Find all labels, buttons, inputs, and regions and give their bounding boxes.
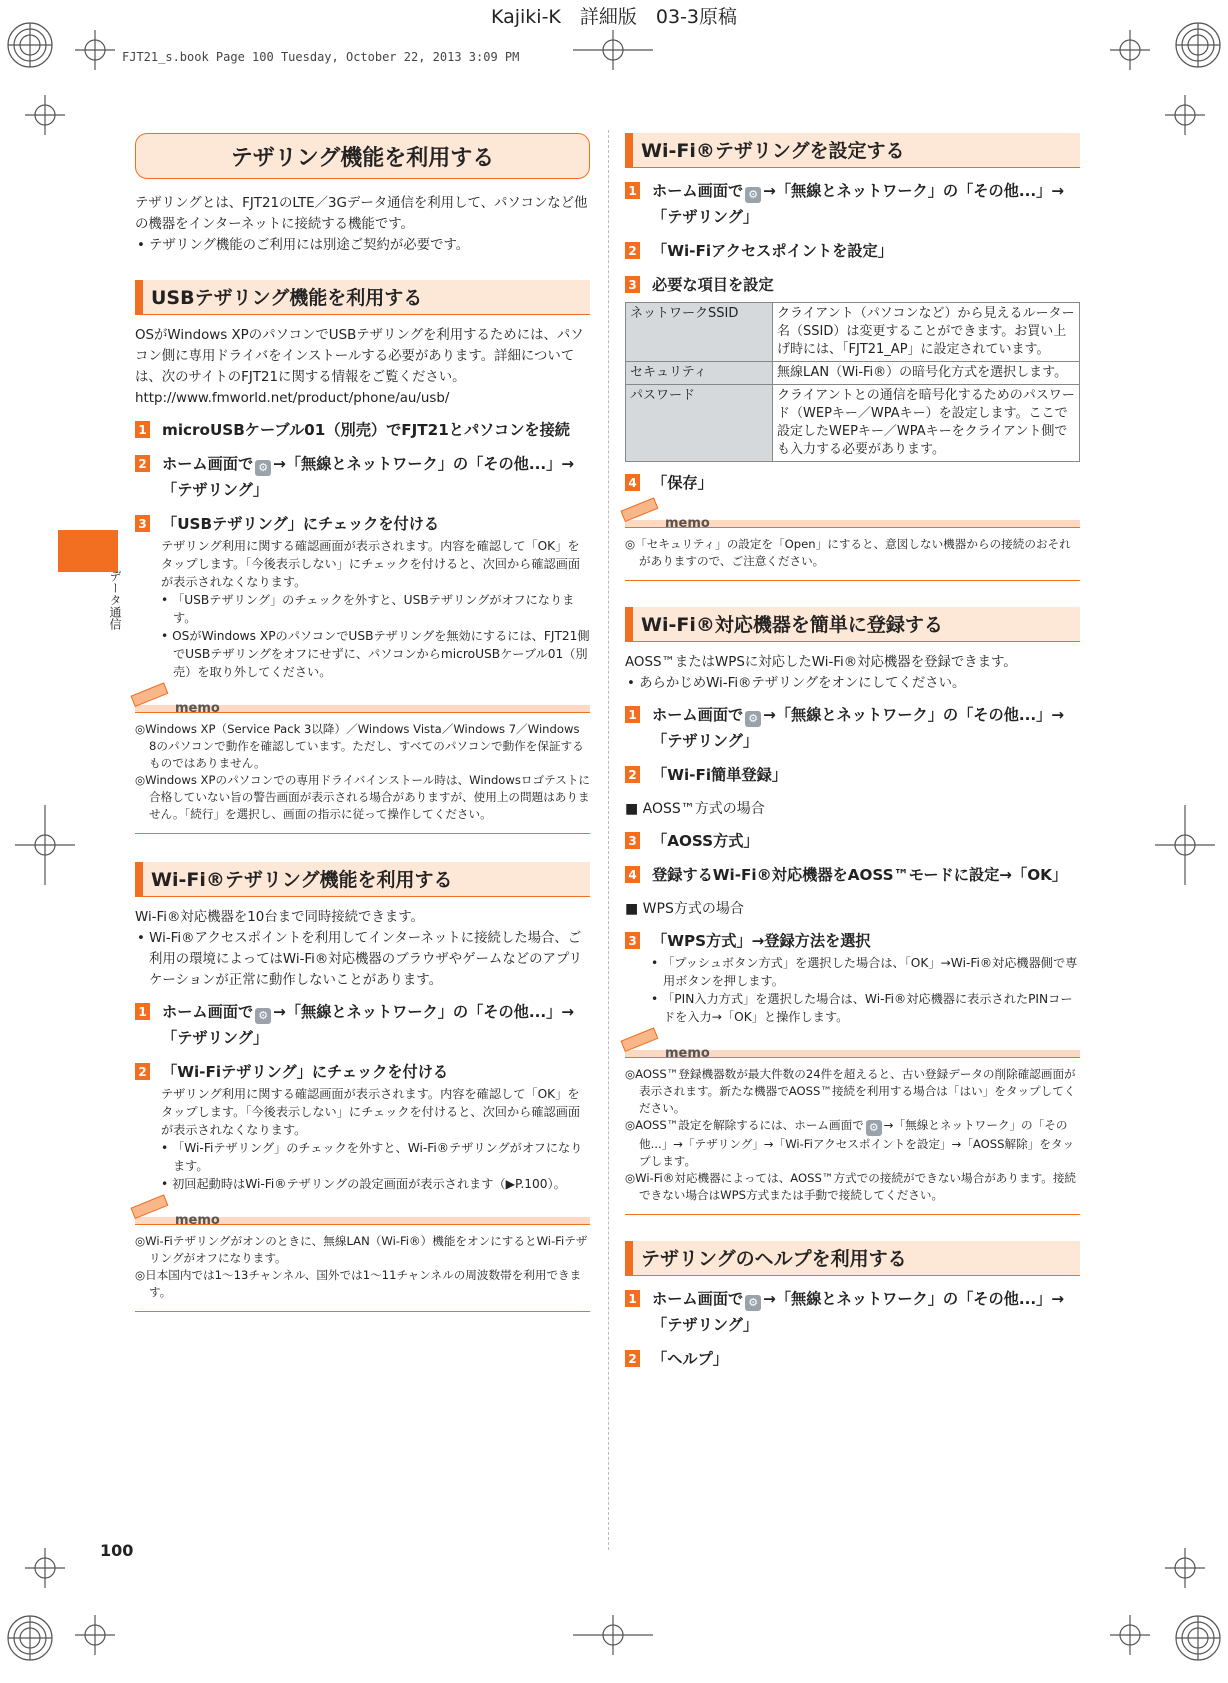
usb-step-3-desc: テザリング利用に関する確認画面が表示されます。内容を確認して「OK」をタップします。「今後表示しない」にチェックを付けると、次回から確認画面が表示されなくなります。: [161, 539, 581, 589]
usb-url[interactable]: http://www.fmworld.net/product/phone/au/usb/: [135, 391, 450, 406]
step-number: 1: [625, 1290, 640, 1307]
table-row: [626, 362, 1080, 385]
usb-step-3-bullet: • 「USBテザリング」のチェックを外すと、USBテザリングがオフになります。: [161, 593, 575, 625]
register-memo: [625, 1064, 1080, 1215]
memo-item: ◎Wi-Fiテザリングがオンのときに、無線LAN（Wi-Fi®）機能をオンにするとWi-Fiテザリングがオフになります。: [135, 1234, 588, 1265]
right-column: [625, 133, 1080, 1372]
memo-item: ◎「セキュリティ」の設定を「Open」にすると、意図しない機器からの接続のおそれがありますので、ご注意ください。: [625, 537, 1071, 568]
help-step-2: [625, 1346, 1080, 1372]
memo-item: ◎日本国内では1～13チャンネル、国外では1～11チャンネルの周波数帯を利用できます。: [135, 1268, 582, 1299]
book-line: FJT21_s.book Page 100 Tuesday, October 22, 2013 3:09 PM: [122, 50, 520, 64]
memo-header: memo: [625, 1040, 1080, 1064]
setup-step-3: [625, 272, 1080, 298]
wifi-step-2-desc: テザリング利用に関する確認画面が表示されます。内容を確認して「OK」をタップします。「今後表示しない」にチェックを付けると、次回から確認画面が表示されなくなります。: [161, 1087, 581, 1137]
aoss-step-3: [625, 828, 1080, 854]
usb-desc: OSがWindows XPのパソコンでUSBテザリングを利用するためには、パソコン側に専用ドライバをインストールする必要があります。詳細については、次のサイトのFJT21に関する情報をご覧ください。: [135, 328, 584, 385]
side-tab-label: データ通信: [108, 570, 122, 630]
step-number: 2: [625, 766, 640, 783]
step-text: 「Wi-Fi簡単登録」: [652, 766, 787, 784]
setup-step-2: [625, 238, 1080, 264]
setup-memo: [625, 534, 1080, 581]
step-text-cont: →「無線とネットワーク」の「その他...」→「テザリング」: [162, 455, 575, 499]
wifi-step-1: [135, 999, 590, 1051]
step-text: 「Wi-Fiテザリング」にチェックを付ける: [162, 1063, 449, 1081]
step-number: 4: [625, 866, 640, 883]
settings-table: [625, 302, 1080, 462]
step-number: 4: [625, 474, 640, 491]
step-text: ホーム画面で: [162, 455, 254, 473]
step-text-cont: →「無線とネットワーク」の「その他...」→「テザリング」: [652, 182, 1065, 226]
step-text: 「WPS方式」→登録方法を選択: [652, 932, 871, 950]
register-step-1: [625, 702, 1080, 754]
pencil-icon: [131, 682, 169, 707]
page-title: テザリング機能を利用する: [135, 133, 590, 179]
memo-header: memo: [135, 695, 590, 719]
step-number: 3: [135, 515, 150, 532]
table-value: 無線LAN（Wi-Fi®）の暗号化方式を選択します。: [773, 362, 1080, 385]
step-number: 2: [135, 455, 150, 472]
help-step-1: [625, 1286, 1080, 1338]
memo-header: memo: [135, 1207, 590, 1231]
step-text-cont: →「無線とネットワーク」の「その他...」→「テザリング」: [652, 706, 1065, 750]
table-key: セキュリティ: [626, 362, 773, 385]
help-heading: テザリングのヘルプを利用する: [625, 1241, 1080, 1276]
step-number: 2: [135, 1063, 150, 1080]
print-header: Kajiki-K 詳細版 03-3原稿: [490, 6, 738, 28]
usb-step-2: [135, 451, 590, 503]
memo-item: ◎Wi-Fi®対応機器によっては、AOSS™方式での接続ができない場合があります。接続できない場合はWPS方式または手動で接続してください。: [625, 1171, 1077, 1202]
step-number: 3: [625, 276, 640, 293]
wifi-memo: [135, 1231, 590, 1312]
table-key: パスワード: [626, 385, 773, 462]
aoss-subheading: ■ AOSS™方式の場合: [625, 801, 765, 817]
wifi-bullet: • Wi-Fi®アクセスポイントを利用してインターネットに接続した場合、ご利用の環境によってはWi-Fi®対応機器のブラウザやゲームなどのアプリケーションが正常に動作しないことがあります。: [137, 931, 583, 988]
wps-subheading: ■ WPS方式の場合: [625, 901, 744, 917]
step-number: 2: [625, 1350, 640, 1367]
step-text-cont: →「無線とネットワーク」の「その他...」→「テザリング」: [652, 1290, 1065, 1334]
wifi-step-2: [135, 1059, 590, 1085]
gear-icon: ⚙: [745, 711, 761, 727]
wifi-desc: Wi-Fi®対応機器を10台まで同時接続できます。: [135, 910, 424, 925]
memo-item: ◎Windows XP（Service Pack 3以降）／Windows Vista／Windows 7／Windows 8のパソコンで動作を確認しています。ただし、すべてのパソコンで動作を保証するものではありません。: [135, 722, 584, 770]
step-text: 「AOSS方式」: [652, 832, 759, 850]
intro-bullet: • テザリング機能のご利用には別途ご契約が必要です。: [137, 238, 470, 253]
step-text: ホーム画面で: [162, 1003, 254, 1021]
step-text-cont: →「無線とネットワーク」の「その他...」→「テザリング」: [162, 1003, 575, 1047]
gear-icon: ⚙: [866, 1120, 882, 1136]
pencil-icon: [131, 1194, 169, 1219]
step-number: 3: [625, 832, 640, 849]
table-row: [626, 385, 1080, 462]
step-text: ホーム画面で: [652, 706, 744, 724]
step-number: 1: [625, 706, 640, 723]
step-text: 「Wi-Fiアクセスポイントを設定」: [652, 242, 893, 260]
table-value: クライアント（パソコンなど）から見えるルーター名（SSID）は変更することができます。お買い上げ時には、「FJT21_AP」に設定されています。: [773, 303, 1080, 362]
wifi-step-2-bullet: • 「Wi-Fiテザリング」のチェックを外すと、Wi-Fi®テザリングがオフになります。: [161, 1141, 583, 1173]
usb-step-3: [135, 511, 590, 537]
aoss-step-4: [625, 862, 1080, 888]
gear-icon: ⚙: [255, 460, 271, 476]
step-text: microUSBケーブル01（別売）でFJT21とパソコンを接続: [162, 421, 570, 439]
step-text: ホーム画面で: [652, 182, 744, 200]
step-text: 登録するWi-Fi®対応機器をAOSS™モードに設定→「OK」: [652, 866, 1068, 884]
usb-memo: [135, 719, 590, 834]
register-desc: AOSS™またはWPSに対応したWi-Fi®対応機器を登録できます。: [625, 655, 1017, 670]
wifi-step-2-bullet: • 初回起動時はWi-Fi®テザリングの設定画面が表示されます（▶P.100）。: [161, 1177, 566, 1191]
left-column: [135, 133, 590, 1326]
step-text: 「USBテザリング」にチェックを付ける: [162, 515, 440, 533]
wps-step-3: [625, 928, 1080, 954]
pencil-icon: [621, 497, 659, 522]
gear-icon: ⚙: [255, 1008, 271, 1024]
table-value: クライアントとの通信を暗号化するためのパスワード（WEPキー／WPAキー）を設定します。ここで設定したWEPキー／WPAキーをクライアント側でも入力する必要があります。: [773, 385, 1080, 462]
step-number: 1: [135, 1003, 150, 1020]
column-divider: [608, 130, 609, 1550]
step-number: 1: [135, 421, 150, 438]
page-number: 100: [100, 1541, 134, 1560]
table-row: [626, 303, 1080, 362]
memo-item: ◎AOSS™登録機器数が最大件数の24件を超えると、古い登録データの削除確認画面が表示されます。新たな機器でAOSS™接続を利用する場合は「はい」をタップしてください。: [625, 1067, 1076, 1115]
register-step-2: [625, 762, 1080, 788]
register-bullet: • あらかじめWi-Fi®テザリングをオンにしてください。: [627, 676, 966, 691]
usb-heading: USBテザリング機能を利用する: [135, 280, 590, 315]
pencil-icon: [621, 1027, 659, 1052]
memo-item: ◎AOSS™設定を解除するには、ホーム画面で ⚙ →「無線とネットワーク」の「その他...」→「テザリング」→「Wi-Fiアクセスポイントを設定」→「AOSS解除」をタップします。: [625, 1118, 1075, 1168]
wifi-heading: Wi-Fi®テザリング機能を利用する: [135, 862, 590, 897]
step-text: 「ヘルプ」: [652, 1350, 728, 1368]
setup-heading: Wi-Fi®テザリングを設定する: [625, 133, 1080, 168]
intro-text: テザリングとは、FJT21のLTE／3Gデータ通信を利用して、パソコンなど他の機器をインターネットに接続する機能です。: [135, 196, 588, 232]
usb-step-3-bullet: • OSがWindows XPのパソコンでUSBテザリングを無効にするには、FJT21側でUSBテザリングをオフにせずに、パソコンからmicroUSBケーブル01（別売）を取り外してください。: [161, 629, 590, 679]
step-number: 3: [625, 932, 640, 949]
register-heading: Wi-Fi®対応機器を簡単に登録する: [625, 607, 1080, 642]
wps-bullet: • 「PIN入力方式」を選択した場合は、Wi-Fi®対応機器に表示されたPINコードを入力→「OK」と操作します。: [651, 992, 1073, 1024]
step-text: 必要な項目を設定: [652, 276, 774, 294]
step-number: 2: [625, 242, 640, 259]
side-tab-marker: [58, 530, 118, 572]
gear-icon: ⚙: [745, 1295, 761, 1311]
gear-icon: ⚙: [745, 187, 761, 203]
memo-item: ◎Windows XPのパソコンでの専用ドライバインストール時は、Windowsロゴテストに合格していない旨の警告画面が表示される場合がありますが、使用上の問題はありません。「続行」を選択し、画面の指示に従って操作してください。: [135, 773, 591, 821]
setup-step-1: [625, 178, 1080, 230]
memo-header: memo: [625, 510, 1080, 534]
wps-bullet: • 「プッシュボタン方式」を選択した場合は、「OK」→Wi-Fi®対応機器側で専用ボタンを押します。: [651, 956, 1078, 988]
step-text: ホーム画面で: [652, 1290, 744, 1308]
usb-step-1: [135, 417, 590, 443]
step-text: 「保存」: [652, 474, 713, 492]
step-number: 1: [625, 182, 640, 199]
setup-step-4: [625, 470, 1080, 496]
table-key: ネットワークSSID: [626, 303, 773, 362]
